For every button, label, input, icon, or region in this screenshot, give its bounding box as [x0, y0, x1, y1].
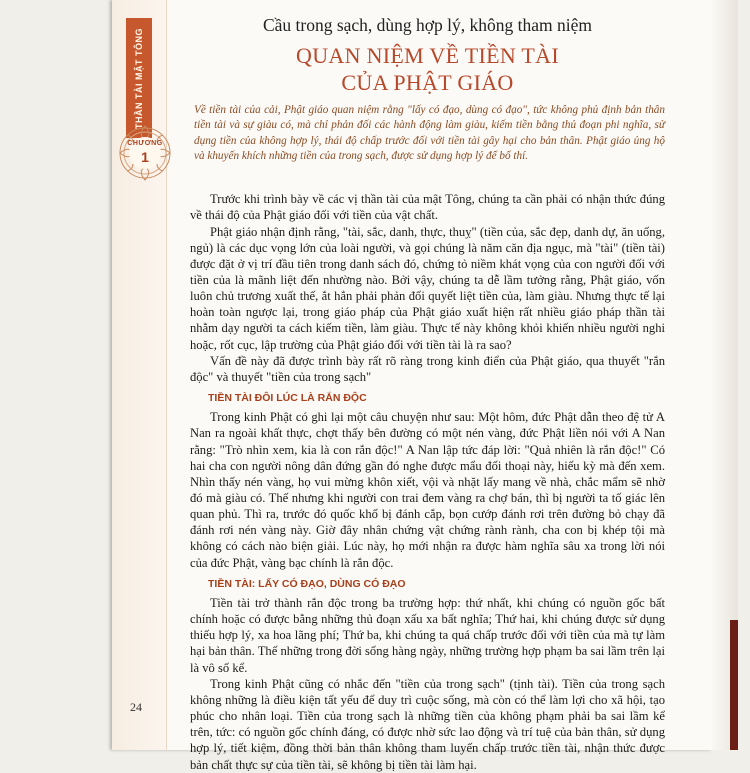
- section-side-tab-label: THẦN TÀI MẬT TÔNG: [134, 27, 144, 129]
- page-number: 24: [130, 700, 142, 714]
- chapter-number: 1: [141, 149, 149, 165]
- paragraph: Tiền tài trở thành rắn độc trong ba trường hợp: thứ nhất, khi chúng có nguồn gốc bất chính hoặc có được bằng những thủ đoạn xấu xa bất nghĩa; Thứ hai, khi chúng được sử dụng thiếu hợp lý, xa hoa lãng phí; Thứ ba, khi chúng ta quá chấp trước đối với tiền của mà tự làm hại bản thân. Thế những trong đời sống hàng ngày, những trường hợp phạm ba sai lầm trên lại là vô số kể.: [190, 595, 665, 675]
- paragraph: Trước khi trình bày về các vị thần tài của mật Tông, chúng ta cần phải có nhận thức đúng về thái độ của Phật giáo đối với tiền của vật chất.: [190, 192, 665, 223]
- chapter-label: CHƯƠNG: [127, 140, 163, 147]
- title-line-1: QUAN NIỆM VỀ TIỀN TÀI: [296, 43, 559, 68]
- title-line-2: CỦA PHẬT GIÁO: [341, 70, 514, 95]
- paragraph: Trong kinh Phật có ghi lại một câu chuyện như sau: Một hôm, đức Phật dẫn theo đệ tử A Nan ra ngoài khất thực, chợt thấy bên đường có một nén vàng, đức Phật liền nói với A Nan rằng: "Trò nhìn xem, kia là con rắn độc!" A Nan lập tức đáp lời: "Quả nhiên là rắn độc!" Có hai cha con người nông dân đứng gần đó nghe được mẩu đối thoại này, hiếu kỳ mà đến xem. Nhìn thấy nén vàng, họ vui mừng khôn xiết, vội và nhặt lấy mang về nhà, chắc mẩm sẽ nhờ đó mà giàu có. Thế nhưng khi người con trai đem vàng ra chợ bán, thì bị người ta tố giác lên quan phủ. Thì ra, trước đó quốc khố bị đánh cắp, bọn cướp đánh rơi trên đường bỏ chạy đã đánh rơi nén vàng này. Giờ đây nhân chứng vật chứng rành rành, cha con bị khép tội mà không có cách nào biện giải. Lúc này, họ mới nhận ra được hàm nghĩa sâu xa trong lời nói của đức Phật, vàng bạc chính là rắn độc.: [190, 410, 665, 570]
- paragraph: Vấn đề này đã được trình bày rất rõ ràng trong kinh điển của Phật giáo, qua thuyết "rắn độc" và thuyết "tiền của trong sạch": [190, 353, 665, 384]
- section-heading: TIỀN TÀI ĐÔI LÚC LÀ RẮN ĐỘC: [208, 392, 367, 405]
- section-side-tab: [126, 18, 152, 138]
- intro-paragraph: Về tiền tài của cải, Phật giáo quan niệm rằng "lấy có đạo, dùng có đạo", tức không phủ định bản thân tiền tài và sự giàu có, mà chỉ phản đối các hành động làm giàu, kiếm tiền bằng thủ đoạn phi nghĩa, sử dụng tiền của không hợp lý, thái độ chấp trước đối với tiền tài gây hại cho bản thân. Phật giáo ủng hộ và khuyến khích những tiền của trong sạch, được sử dụng hợp lý để bố thí.: [194, 104, 665, 162]
- page-subtitle: Cầu trong sạch, dùng hợp lý, không tham niệm: [262, 15, 593, 35]
- chapter-badge: [116, 122, 174, 184]
- paragraph: Trong kinh Phật cũng có nhắc đến "tiền của trong sạch" (tịnh tài). Tiền của trong sạch không những là điều kiện tất yếu để duy trì cuộc sống, mà còn có thể làm lợi cho xã hội, tạo phúc cho nhân loại. Tiền của trong sạch là những tiền của không phạm phải ba sai lầm kể trên, tức: có nguồn gốc chính đáng, có được nhờ sức lao động và trí tuệ của bản thân, sử dụng hợp lý, tiết kiệm, đồng thời bản thân không tham luyến chấp trước tiền tài, nhận thức được bản chất thực sự của tiền tài, sẽ không bị tiền tài làm hại.: [190, 676, 665, 772]
- cover-edge: [730, 620, 738, 750]
- section-heading: TIỀN TÀI: LẤY CÓ ĐẠO, DÙNG CÓ ĐẠO: [208, 577, 406, 590]
- paragraph: Phật giáo nhận định rằng, "tài, sắc, danh, thực, thuỵ" (tiền của, sắc đẹp, danh dự, ăn uống, ngủ) là các dục vọng lớn của loài người, và gọi chúng là năm căn địa ngục, mà "tài" (tiền tài) được đặt ở vị trí đầu tiên trong danh sách đó, chứng tỏ niềm khát vọng của con người đối với tiền của là mãnh liệt đến nhường nào. Bởi vậy, chúng ta dễ lầm tưởng rằng, Phật giáo, vốn luôn chủ trương xuất thế, ắt hẳn phải phản đối quyết liệt tiền của, làm giàu. Nhưng thực tế lại hoàn toàn ngược lại, trong giáo pháp của Phật giáo xuất hiện rất nhiều giáo pháp thần tài nhằm dạy người ta cách kiếm tiền, làm giàu. Thực tế này không khỏi khiến nhiều người nghi hoặc, rốt cục, lập trường của Phật giáo đối với tiền tài là ra sao?: [190, 224, 665, 352]
- page-title: [190, 42, 665, 96]
- body-text: [190, 191, 665, 772]
- page-content: [190, 14, 665, 773]
